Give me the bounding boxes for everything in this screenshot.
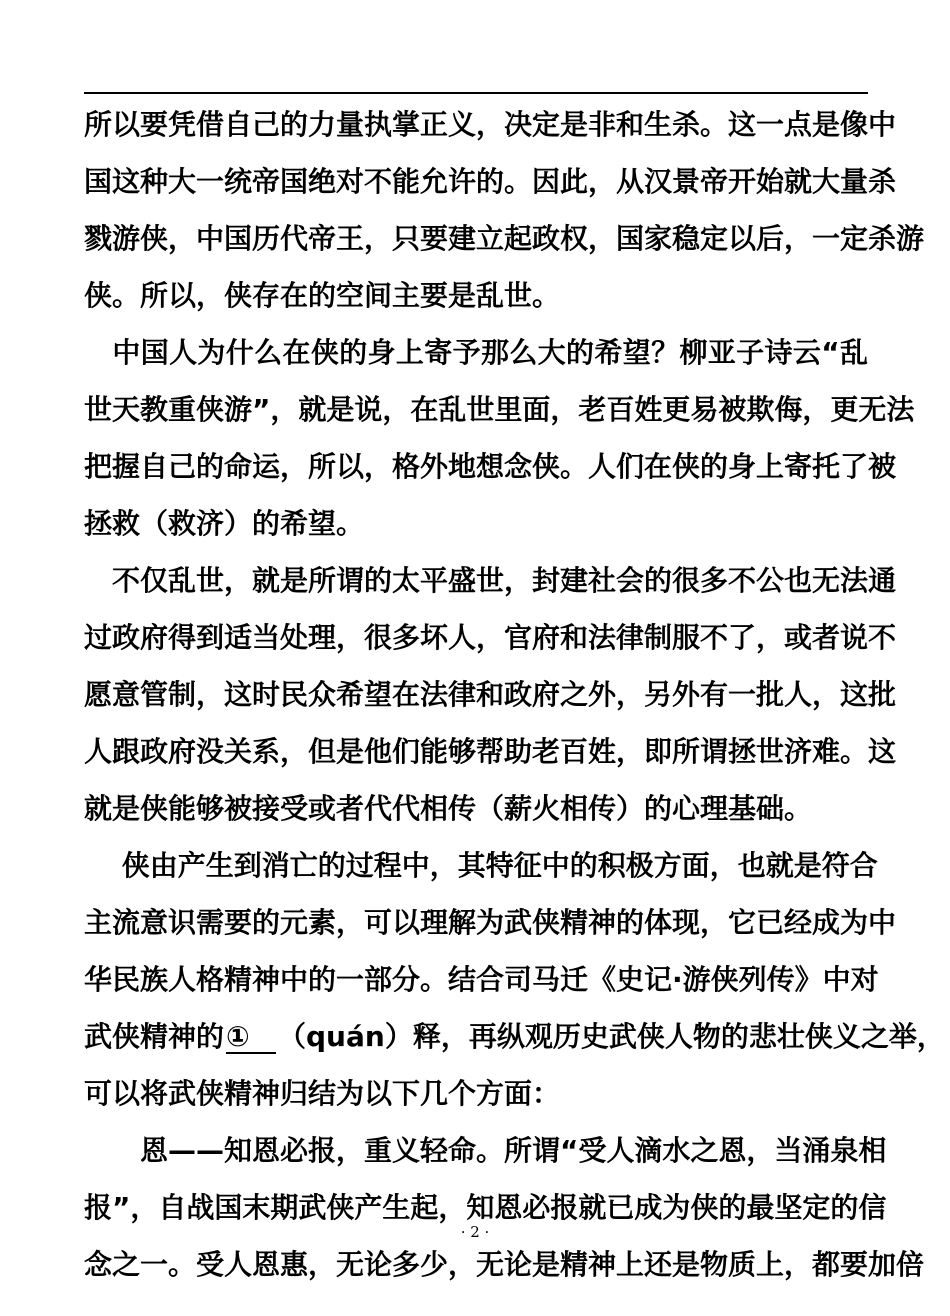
- text-line: 人跟政府没关系，但是他们能够帮助老百姓，即所谓拯世济难。这: [84, 735, 897, 768]
- text-line: 侠。所以，侠存在的空间主要是乱世。: [84, 279, 561, 312]
- text-line: 侠由产生到消亡的过程中，其特征中的积极方面，也就是符合: [84, 849, 878, 882]
- text-line: 戮游侠，中国历代帝王，只要建立起政权，国家稳定以后，一定杀游: [84, 222, 925, 255]
- page-number: · 2 ·: [460, 1223, 490, 1241]
- text-line: 不仅乱世，就是所谓的太平盛世，封建社会的很多不公也无法通: [84, 564, 897, 597]
- text-line: 报”，自战国末期武侠产生起，知恩必报就已成为侠的最坚定的信: [84, 1191, 887, 1224]
- text-line-with-blank: [84, 1008, 945, 1065]
- text-line: 所以要凭借自己的力量执掌正义，决定是非和生杀。这一点是像中: [84, 108, 897, 141]
- text-line: 华民族人格精神中的一部分。结合司马迁《史记·游侠列传》中对: [84, 963, 879, 996]
- text-line: 可以将武侠精神归结为以下几个方面：: [84, 1077, 561, 1110]
- blank-suffix: （quán）释，再纵观历史武侠人物的悲壮侠义之举，: [278, 1020, 945, 1053]
- text-line: 主流意识需要的元素，可以理解为武侠精神的体现，它已经成为中: [84, 906, 897, 939]
- text-line: 念之一。受人恩惠，无论多少，无论是精神上还是物质上，都要加倍: [84, 1248, 925, 1281]
- text-line: 恩——知恩必报，重义轻命。所谓“受人滴水之恩，当涌泉相: [84, 1134, 887, 1167]
- blank-prefix: 武侠精神的: [84, 1020, 225, 1053]
- text-line: 愿意管制，这时民众希望在法律和政府之外，另外有一批人，这批: [84, 678, 897, 711]
- text-line: 拯救（救济）的希望。: [84, 507, 365, 540]
- text-line: 世天教重侠游”，就是说，在乱世里面，老百姓更易被欺侮，更无法: [84, 393, 915, 426]
- paragraph-1: [84, 96, 925, 324]
- header-rule: [84, 92, 868, 94]
- text-line: 就是侠能够被接受或者代代相传（薪火相传）的心理基础。: [84, 792, 813, 825]
- text-line: 中国人为什么在侠的身上寄予那么大的希望？柳亚子诗云“乱: [84, 336, 868, 369]
- paragraph-4: [84, 837, 945, 1122]
- paragraph-5: [84, 1122, 925, 1293]
- text-line: 国这种大一统帝国绝对不能允许的。因此，从汉景帝开始就大量杀: [84, 165, 897, 198]
- paragraph-2: [84, 324, 915, 552]
- text-line: 过政府得到适当处理，很多坏人，官府和法律制服不了，或者说不: [84, 621, 897, 654]
- fill-in-blank-1: ①: [226, 1022, 276, 1054]
- text-line: 把握自己的命运，所以，格外地想念侠。人们在侠的身上寄托了被: [84, 450, 897, 483]
- paragraph-3: [84, 552, 897, 837]
- document-body: [84, 96, 945, 1293]
